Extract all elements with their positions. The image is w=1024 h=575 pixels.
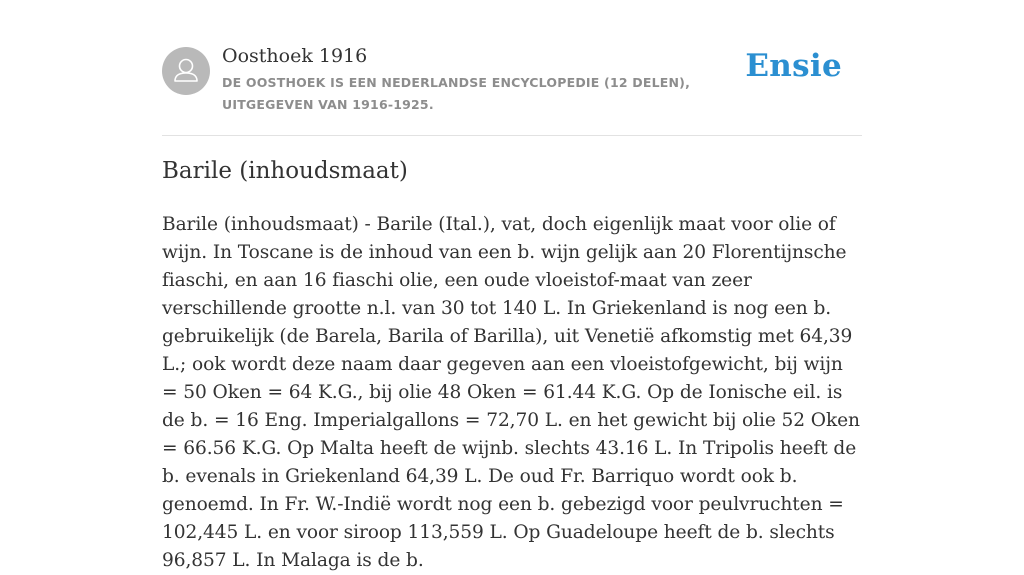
ensie-logo[interactable]: Ensie	[745, 48, 842, 84]
source-header	[162, 0, 862, 136]
article-body: Barile (inhoudsmaat) - Barile (Ital.), vat, doch eigenlijk maat voor olie of wijn. In Toscane is de inhoud van een b. wijn gelijk aan 20 Florentijnsche fiaschi, en aan 16 fiaschi olie, een oude vloeistof-maat van zeer verschillende grootte n.l. van 30 tot 140 L. In Griekenland is nog een b. gebruikelijk (de Barela, Barila of Barilla), uit Venetië afkomstig met 64,39 L.; ook wordt deze naam daar gegeven aan een vloeistofgewicht, bij wijn = 50 Oken = 64 K.G., bij olie 48 Oken = 61.44 K.G. Op de Ionische eil. is de b. = 16 Eng. Imperialgallons = 72,70 L. en het gewicht bij olie 52 Oken = 66.56 K.G. Op Malta heeft de wijnb. slechts 43.16 L. In Tripolis heeft de b. evenals in Griekenland 64,39 L. De oud Fr. Barriquo wordt ook b. genoemd. In Fr. W.-Indië wordt nog een b. gebezigd voor peulvruchten = 102,445 L. en voor siroop 113,559 L. Op Guadeloupe heeft de b. slechts 96,857 L. In Malaga is de b.	[162, 214, 860, 571]
user-avatar-icon[interactable]	[162, 47, 210, 95]
page	[162, 0, 862, 571]
source-description: DE OOSTHOEK IS EEN NEDERLANDSE ENCYCLOPEDIE (12 DELEN), UITGEGEVEN VAN 1916-1925.	[222, 75, 691, 112]
article-title: Barile (inhoudsmaat)	[162, 158, 408, 184]
source-title[interactable]: Oosthoek 1916	[222, 45, 368, 67]
